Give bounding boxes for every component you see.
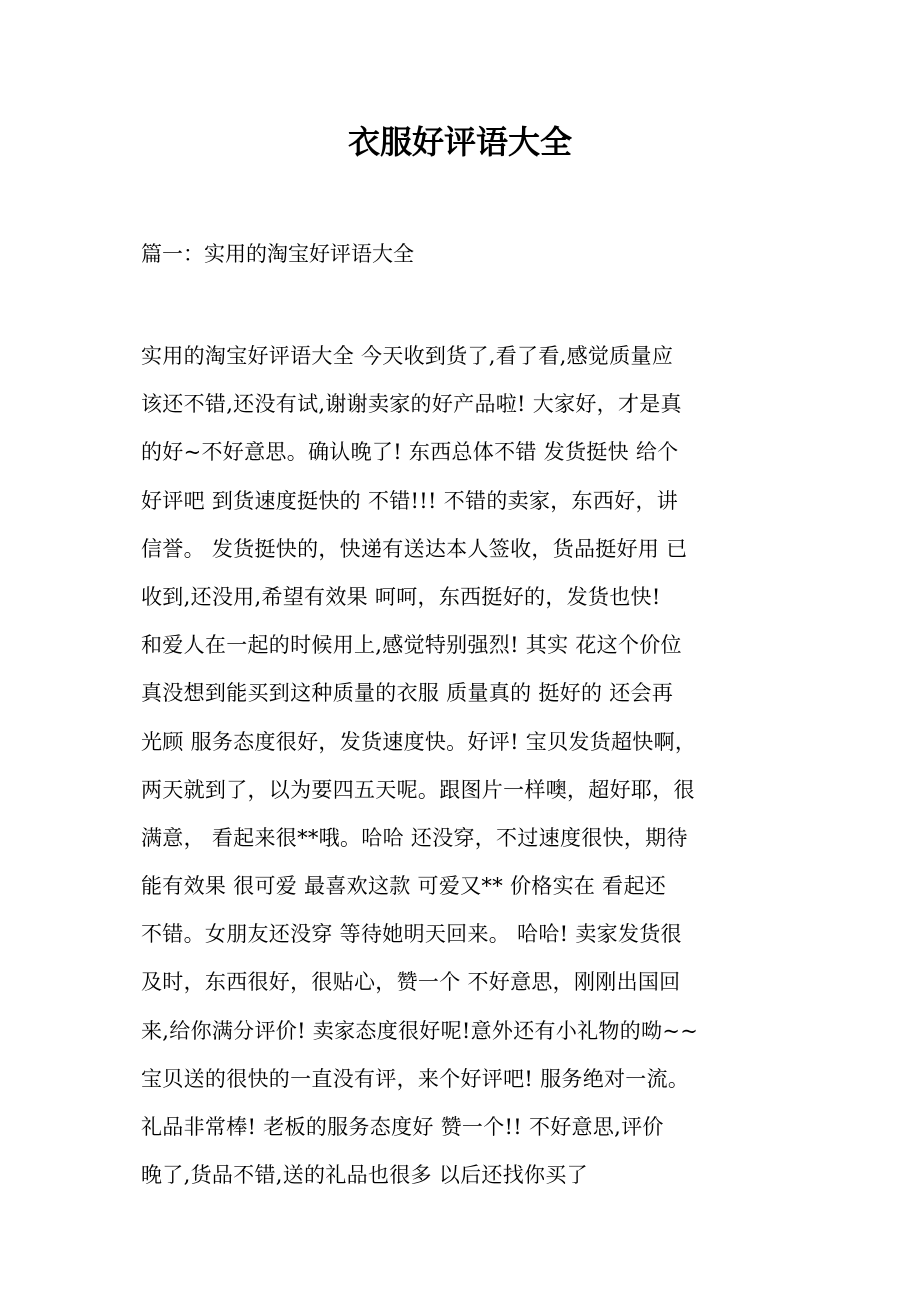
body-line: 及时，东西很好，很贴心，赞一个 不好意思，刚刚出国回 (141, 970, 681, 995)
document-title: 衣服好评语大全 (347, 123, 572, 161)
body-line: 宝贝送的很快的一直没有评，来个好评吧! 服务绝对一流。 (141, 1066, 690, 1091)
body-line: 晚了,货品不错,送的礼品也很多 以后还找你买了 (141, 1163, 588, 1188)
body-paragraph (141, 332, 791, 1199)
body-line: 信誉。 发货挺快的，快递有送达本人签收，货品挺好用 已 (141, 536, 688, 561)
body-line: 来,给你满分评价! 卖家态度很好呢!意外还有小礼物的呦~~ (141, 1018, 699, 1043)
body-line: 光顾 服务态度很好，发货速度快。好评! 宝贝发货超快啊， (141, 729, 697, 754)
body-line: 实用的淘宝好评语大全 今天收到货了,看了看,感觉质量应 (141, 344, 674, 368)
body-line: 收到,还没用,希望有效果 呵呵，东西挺好的，发货也快! (141, 584, 661, 609)
body-line: 能有效果 很可爱 最喜欢这款 可爱又** 价格实在 看起还 (141, 874, 667, 899)
body-line: 好评吧 到货速度挺快的 不错!!! 不错的卖家，东西好，讲 (141, 488, 679, 513)
body-line: 该还不错,还没有试,谢谢卖家的好产品啦! 大家好，才是真 (141, 392, 682, 417)
body-line: 礼品非常棒! 老板的服务态度好 赞一个!! 不好意思,评价 (141, 1115, 664, 1139)
body-line: 满意， 看起来很**哦。哈哈 还没穿，不过速度很快，期待 (141, 825, 688, 850)
body-line: 和爱人在一起的时候用上,感觉特别强烈! 其实 花这个价位 (141, 633, 682, 658)
body-line: 真没想到能买到这种质量的衣服 质量真的 挺好的 还会再 (141, 681, 674, 706)
body-line: 不错。女朋友还没穿 等待她明天回来。 哈哈! 卖家发货很 (141, 922, 682, 947)
body-line: 两天就到了，以为要四五天呢。跟图片一样噢，超好耶，很 (141, 777, 695, 802)
section-heading: 篇一：实用的淘宝好评语大全 (141, 242, 414, 266)
body-line: 的好~不好意思。确认晚了! 东西总体不错 发货挺快 给个 (141, 440, 679, 465)
